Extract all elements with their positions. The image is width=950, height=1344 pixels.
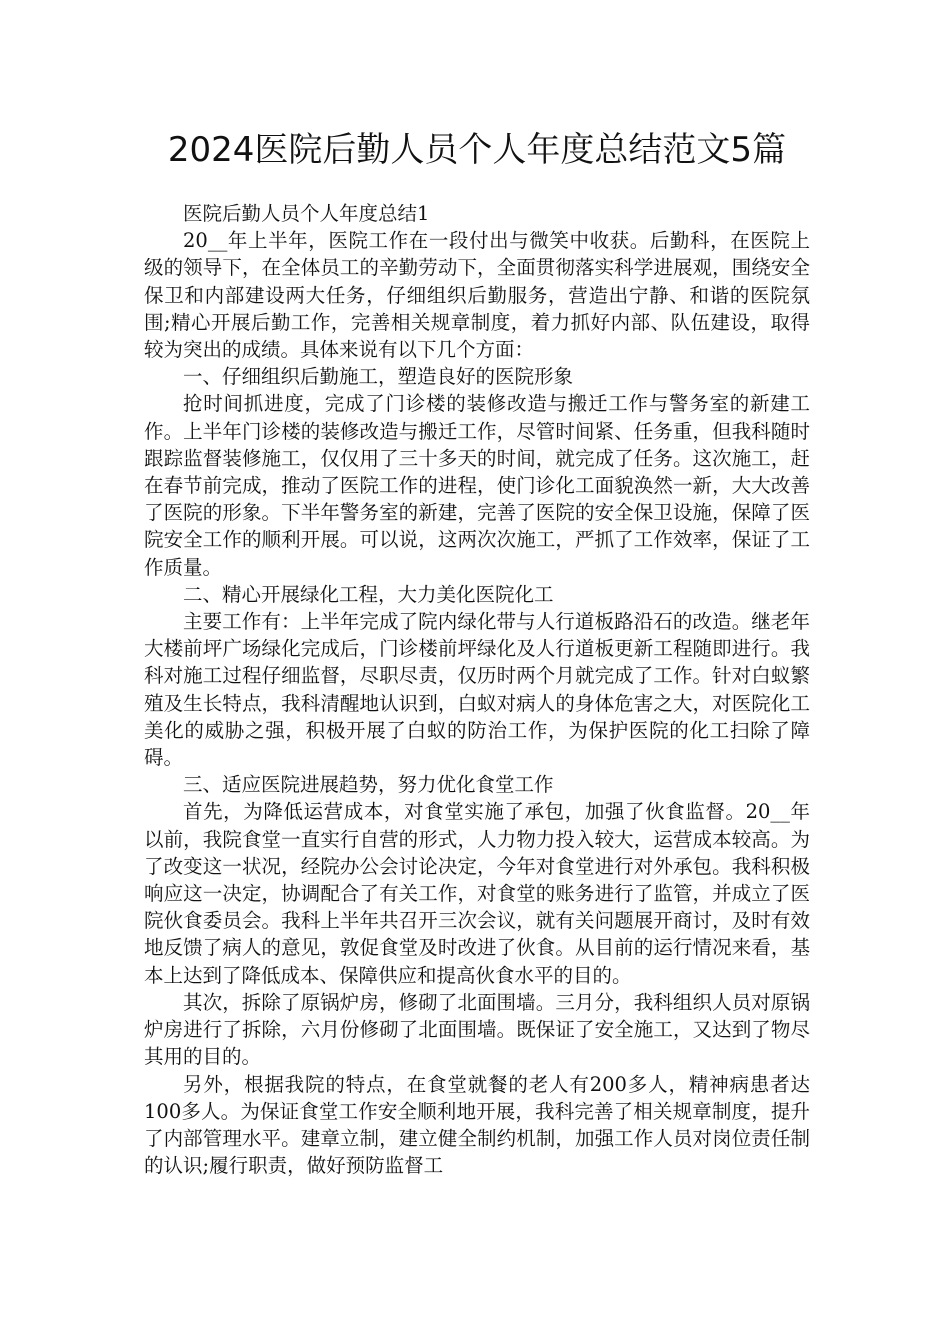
document-title: 2024医院后勤人员个人年度总结范文5篇 — [167, 130, 787, 170]
paragraph: 其次，拆除了原锅炉房，修砌了北面围墙。三月分，我科组织人员对原锅炉房进行了拆除，六月份修砌了北面围墙。既保证了安全施工，又达到了物尽其用的目的。 — [144, 990, 810, 1069]
paragraph: 20__年上半年，医院工作在一段付出与微笑中收获。后勤科，在医院上级的领导下，在全体员工的辛勤劳动下，全面贯彻落实科学进展观，围绕安全保卫和内部建设两大任务，仔细组织后勤服务，营造出宁静、和谐的医院氛围;精心开展后勤工作，完善相关规章制度，着力抓好内部、队伍建设，取得较为突出的成绩。具体来说有以下几个方面： — [144, 229, 810, 362]
section-heading: 一、仔细组织后勤施工，塑造良好的医院形象 — [183, 365, 574, 389]
paragraph: 抢时间抓进度，完成了门诊楼的装修改造与搬迁工作与警务室的新建工作。上半年门诊楼的装修改造与搬迁工作，尽管时间紧、任务重，但我科随时跟踪监督装修施工，仅仅用了三十多天的时间，就完成了任务。这次施工，赶在春节前完成，推动了医院工作的进程，使门诊化工面貌涣然一新，大大改善了医院的形象。下半年警务室的新建，完善了医院的安全保卫设施，保障了医院安全工作的顺利开展。可以说，这两次次施工，严抓了工作效率，保证了工作质量。 — [144, 392, 810, 579]
section-heading: 三、适应医院进展趋势，努力优化食堂工作 — [183, 773, 554, 797]
paragraph: 另外，根据我院的特点，在食堂就餐的老人有200多人，精神病患者达100多人。为保证食堂工作安全顺利地开展，我科完善了相关规章制度，提升了内部管理水平。建章立制，建立健全制约机制，加强工作人员对岗位责任制的认识;履行职责，做好预防监督工 — [144, 1072, 810, 1178]
document-body — [144, 200, 810, 1179]
section-heading: 医院后勤人员个人年度总结1 — [183, 202, 430, 225]
section-heading: 二、精心开展绿化工程，大力美化医院化工 — [183, 582, 554, 606]
document-page — [144, 128, 810, 1179]
paragraph: 主要工作有：上半年完成了院内绿化带与人行道板路沿石的改造。继老年大楼前坪广场绿化完成后，门诊楼前坪绿化及人行道板更新工程随即进行。我科对施工过程仔细监督，尽职尽责，仅历时两个月就完成了工作。针对白蚁繁殖及生长特点，我科清醒地认识到，白蚁对病人的身体危害之大，对医院化工美化的威胁之强，积极开展了白蚁的防治工作，为保护医院的化工扫除了障碍。 — [144, 610, 810, 770]
paragraph: 首先，为降低运营成本，对食堂实施了承包，加强了伙食监督。20__年以前，我院食堂一直实行自营的形式，人力物力投入较大，运营成本较高。为了改变这一状况，经院办公会讨论决定，今年对食堂进行对外承包。我科积极响应这一决定，协调配合了有关工作，对食堂的账务进行了监管，并成立了医院伙食委员会。我科上半年共召开三次会议，就有关问题展开商讨，及时有效地反馈了病人的意见，敦促食堂及时改进了伙食。从目前的运行情况来看，基本上达到了降低成本、保障供应和提高伙食水平的目的。 — [144, 800, 810, 987]
